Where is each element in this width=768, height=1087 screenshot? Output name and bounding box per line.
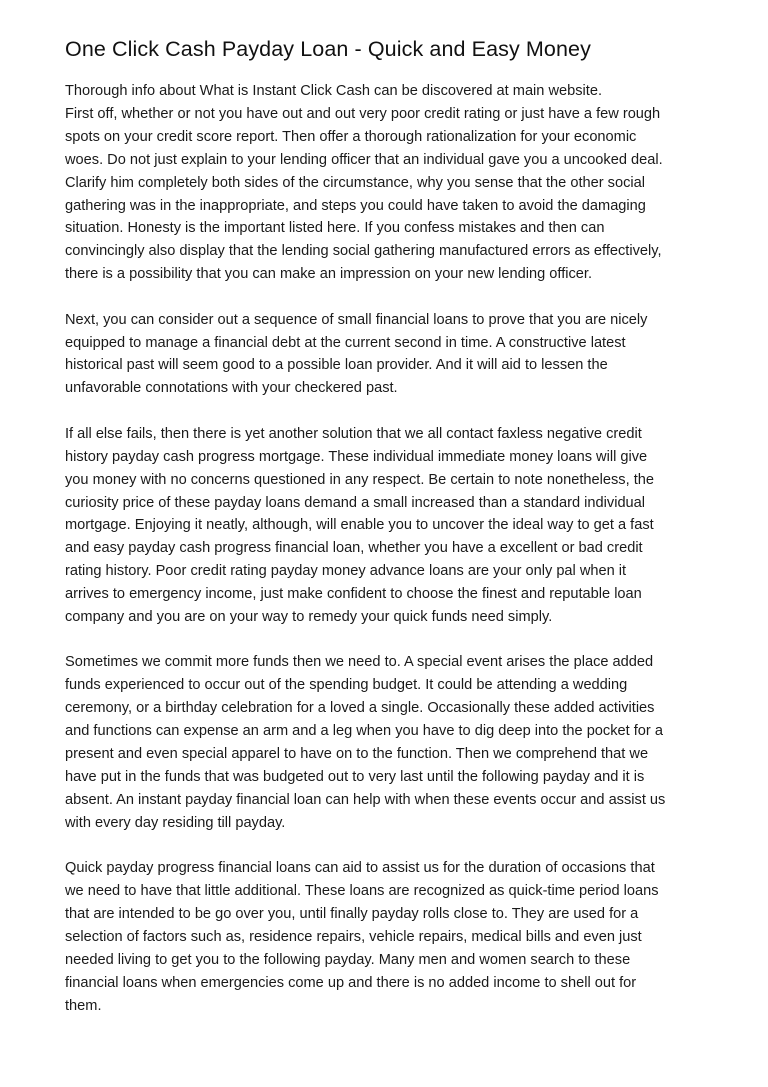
document-title: One Click Cash Payday Loan - Quick and Easy Money <box>65 37 591 61</box>
paragraph-small-loans: Next, you can consider out a sequence of small financial loans to prove that you are nicely equipped to manage a financial debt at the current second in time. A constructive latest historical past will seem good to a possible loan provider. And it will aid to lessen the unfavorable connotations with your checkered past. <box>65 311 648 397</box>
paragraph-intro: Thorough info about What is Instant Click Cash can be discovered at main website. First off, whether or not you have out and out very poor credit rating or just have a few rough spots on your credit score report. Then offer a thorough rationalization for your economic woes. Do not just explain to your lending officer that an individual gave you a uncooked deal. Clarify him completely both sides of the circumstance, why you sense that the other social gathering was in the inappropriate, and steps you could have taken to avoid the damaging situation. Honesty is the important listed here. If you confess mistakes and then can convincingly also display that the lending social gathering manufactured errors as effectively, there is a possibility that you can make an impression on your new lending officer. <box>65 83 663 283</box>
paragraph-special-events: Sometimes we commit more funds then we need to. A special event arises the place added funds experienced to occur out of the spending budget. It could be attending a wedding ceremony, or a birthday celebration for a loved a single. Occasionally these added activities and functions can expense an arm and a leg when you have to dig deep into the pocket for a present and even special apparel to have on to the function. Then we comprehend that we have put in the funds that was budgeted out to very last until the following payday and it is absent. An instant payday financial loan can help with when these events occur and assist us with every day residing till payday. <box>65 654 666 831</box>
paragraph-faxless-loans: If all else fails, then there is yet another solution that we all contact faxless negative credit history payday cash progress mortgage. These individual immediate money loans will give you money with no concerns questioned in any respect. Be certain to note nonetheless, the curiosity price of these payday loans demand a small increased than a standard individual mortgage. Enjoying it neatly, although, will enable you to uncover the ideal way to get a fast and easy payday cash progress financial loan, whether you have a excellent or bad credit rating history. Poor credit rating payday money advance loans are your only pal when it arrives to emergency income, just make confident to choose the finest and reputable loan company and you are on your way to remedy your quick funds need simply. <box>65 425 654 626</box>
paragraph-quick-payday: Quick payday progress financial loans can aid to assist us for the duration of occasions that we need to have that little additional. These loans are recognized as quick-time period loans that are intended to be go over you, until finally payday rolls close to. They are used for a selection of factors such as, residence repairs, vehicle repairs, medical bills and even just needed living to get you to the following payday. Many men and women search to these financial loans when emergencies come up and there is no added income to shell out for them. <box>65 860 659 1014</box>
document-page <box>65 34 715 1040</box>
